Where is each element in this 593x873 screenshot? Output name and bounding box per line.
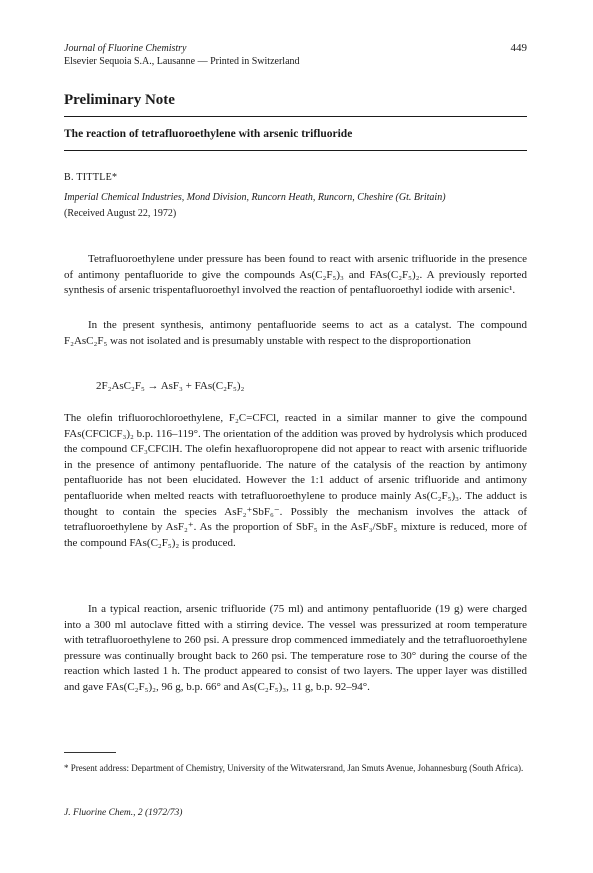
journal-header [64, 42, 300, 68]
affiliation: Imperial Chemical Industries, Mond Division, Runcorn Heath, Runcorn, Cheshire (Gt. Britain) [64, 192, 446, 203]
journal-citation: J. Fluorine Chem., 2 (1972/73) [64, 808, 183, 818]
section-title: Preliminary Note [64, 92, 175, 108]
paragraph-text: In the present synthesis, antimony pentafluoride seems to act as a catalyst. The compound F₂AsC₂F₅ was not isolated and is presumably unstable with respect to the disproportionation [64, 319, 527, 347]
footnote-rule [64, 752, 116, 753]
article-title: The reaction of tetrafluoroethylene with arsenic trifluoride [64, 128, 353, 140]
paragraph-4 [64, 602, 527, 696]
page-number: 449 [510, 42, 527, 54]
title-rule-top [64, 116, 527, 117]
paragraph-3 [64, 411, 527, 551]
title-rule-bottom [64, 150, 527, 151]
journal-name: Journal of Fluorine Chemistry [64, 43, 187, 54]
paragraph-text: The olefin trifluorochloroethylene, F₂C=CFCl, reacted in a similar manner to give the compound FAs(CFClCF₃)₂ b.p. 116–119°. The orientation of the addition was proved by hydrolysis which produced the compound CF₃CFClH. The olefin hexafluoropropene did not appear to react with arsenic trifluoride in the presence of antimony pentafluoride. The nature of the catalysis of the reaction by antimony pentafluoride has not been elucidated. However the 1:1 adduct of arsenic trifluoride and antimony pentafluoride when melted reacts with tetrafluoroethylene to produce mainly As(C₂F₅)₃. The adduct is thought to contain the species AsF₂⁺SbF₆⁻. Possibly the mechanism involves the attack of tetrafluoroethylene by AsF₂⁺. As the proportion of SbF₅ in the AsF₃/SbF₅ mixture is reduced, more of the compound FAs(C₂F₅)₂ is produced. [64, 412, 527, 549]
paragraph-text: In a typical reaction, arsenic trifluoride (75 ml) and antimony pentafluoride (19 g) were charged into a 300 ml autoclave fitted with a stirring device. The vessel was pressurized at room temperature with tetrafluoroethylene to 260 psi. A pressure drop commenced immediately and the tetrafluoroethylene pressure was continually brought back to 260 psi. The temperature rose to 30° during the course of the reaction which lasted 1 h. The product appeared to consist of two layers. The upper layer was distilled and gave FAs(C₂F₅)₂, 96 g, b.p. 66° and As(C₂F₅)₃, 11 g, b.p. 92–94°. [64, 603, 527, 693]
footnote: * Present address: Department of Chemistry, University of the Witwatersrand, Jan Smuts Avenue, Johannesburg (South Africa). [64, 763, 524, 773]
disproportionation-equation: 2F₂AsC₂F₅ → AsF₃ + FAs(C₂F₅)₂ [96, 380, 245, 392]
received-date: (Received August 22, 1972) [64, 208, 177, 219]
paragraph-text: Tetrafluoroethylene under pressure has been found to react with arsenic trifluoride in the presence of antimony pentafluoride to give the compounds As(C₂F₅)₃ and FAs(C₂F₅)₂. A previously reported synthesis of arsenic trispentafluoroethyl involved the reaction of pentafluoroethyl iodide with arsenic¹. [64, 253, 527, 297]
paragraph-2 [64, 318, 527, 349]
paragraph-1 [64, 252, 527, 299]
publisher-line: Elsevier Sequoia S.A., Lausanne — Printed in Switzerland [64, 56, 300, 67]
author: B. TITTLE* [64, 172, 118, 183]
